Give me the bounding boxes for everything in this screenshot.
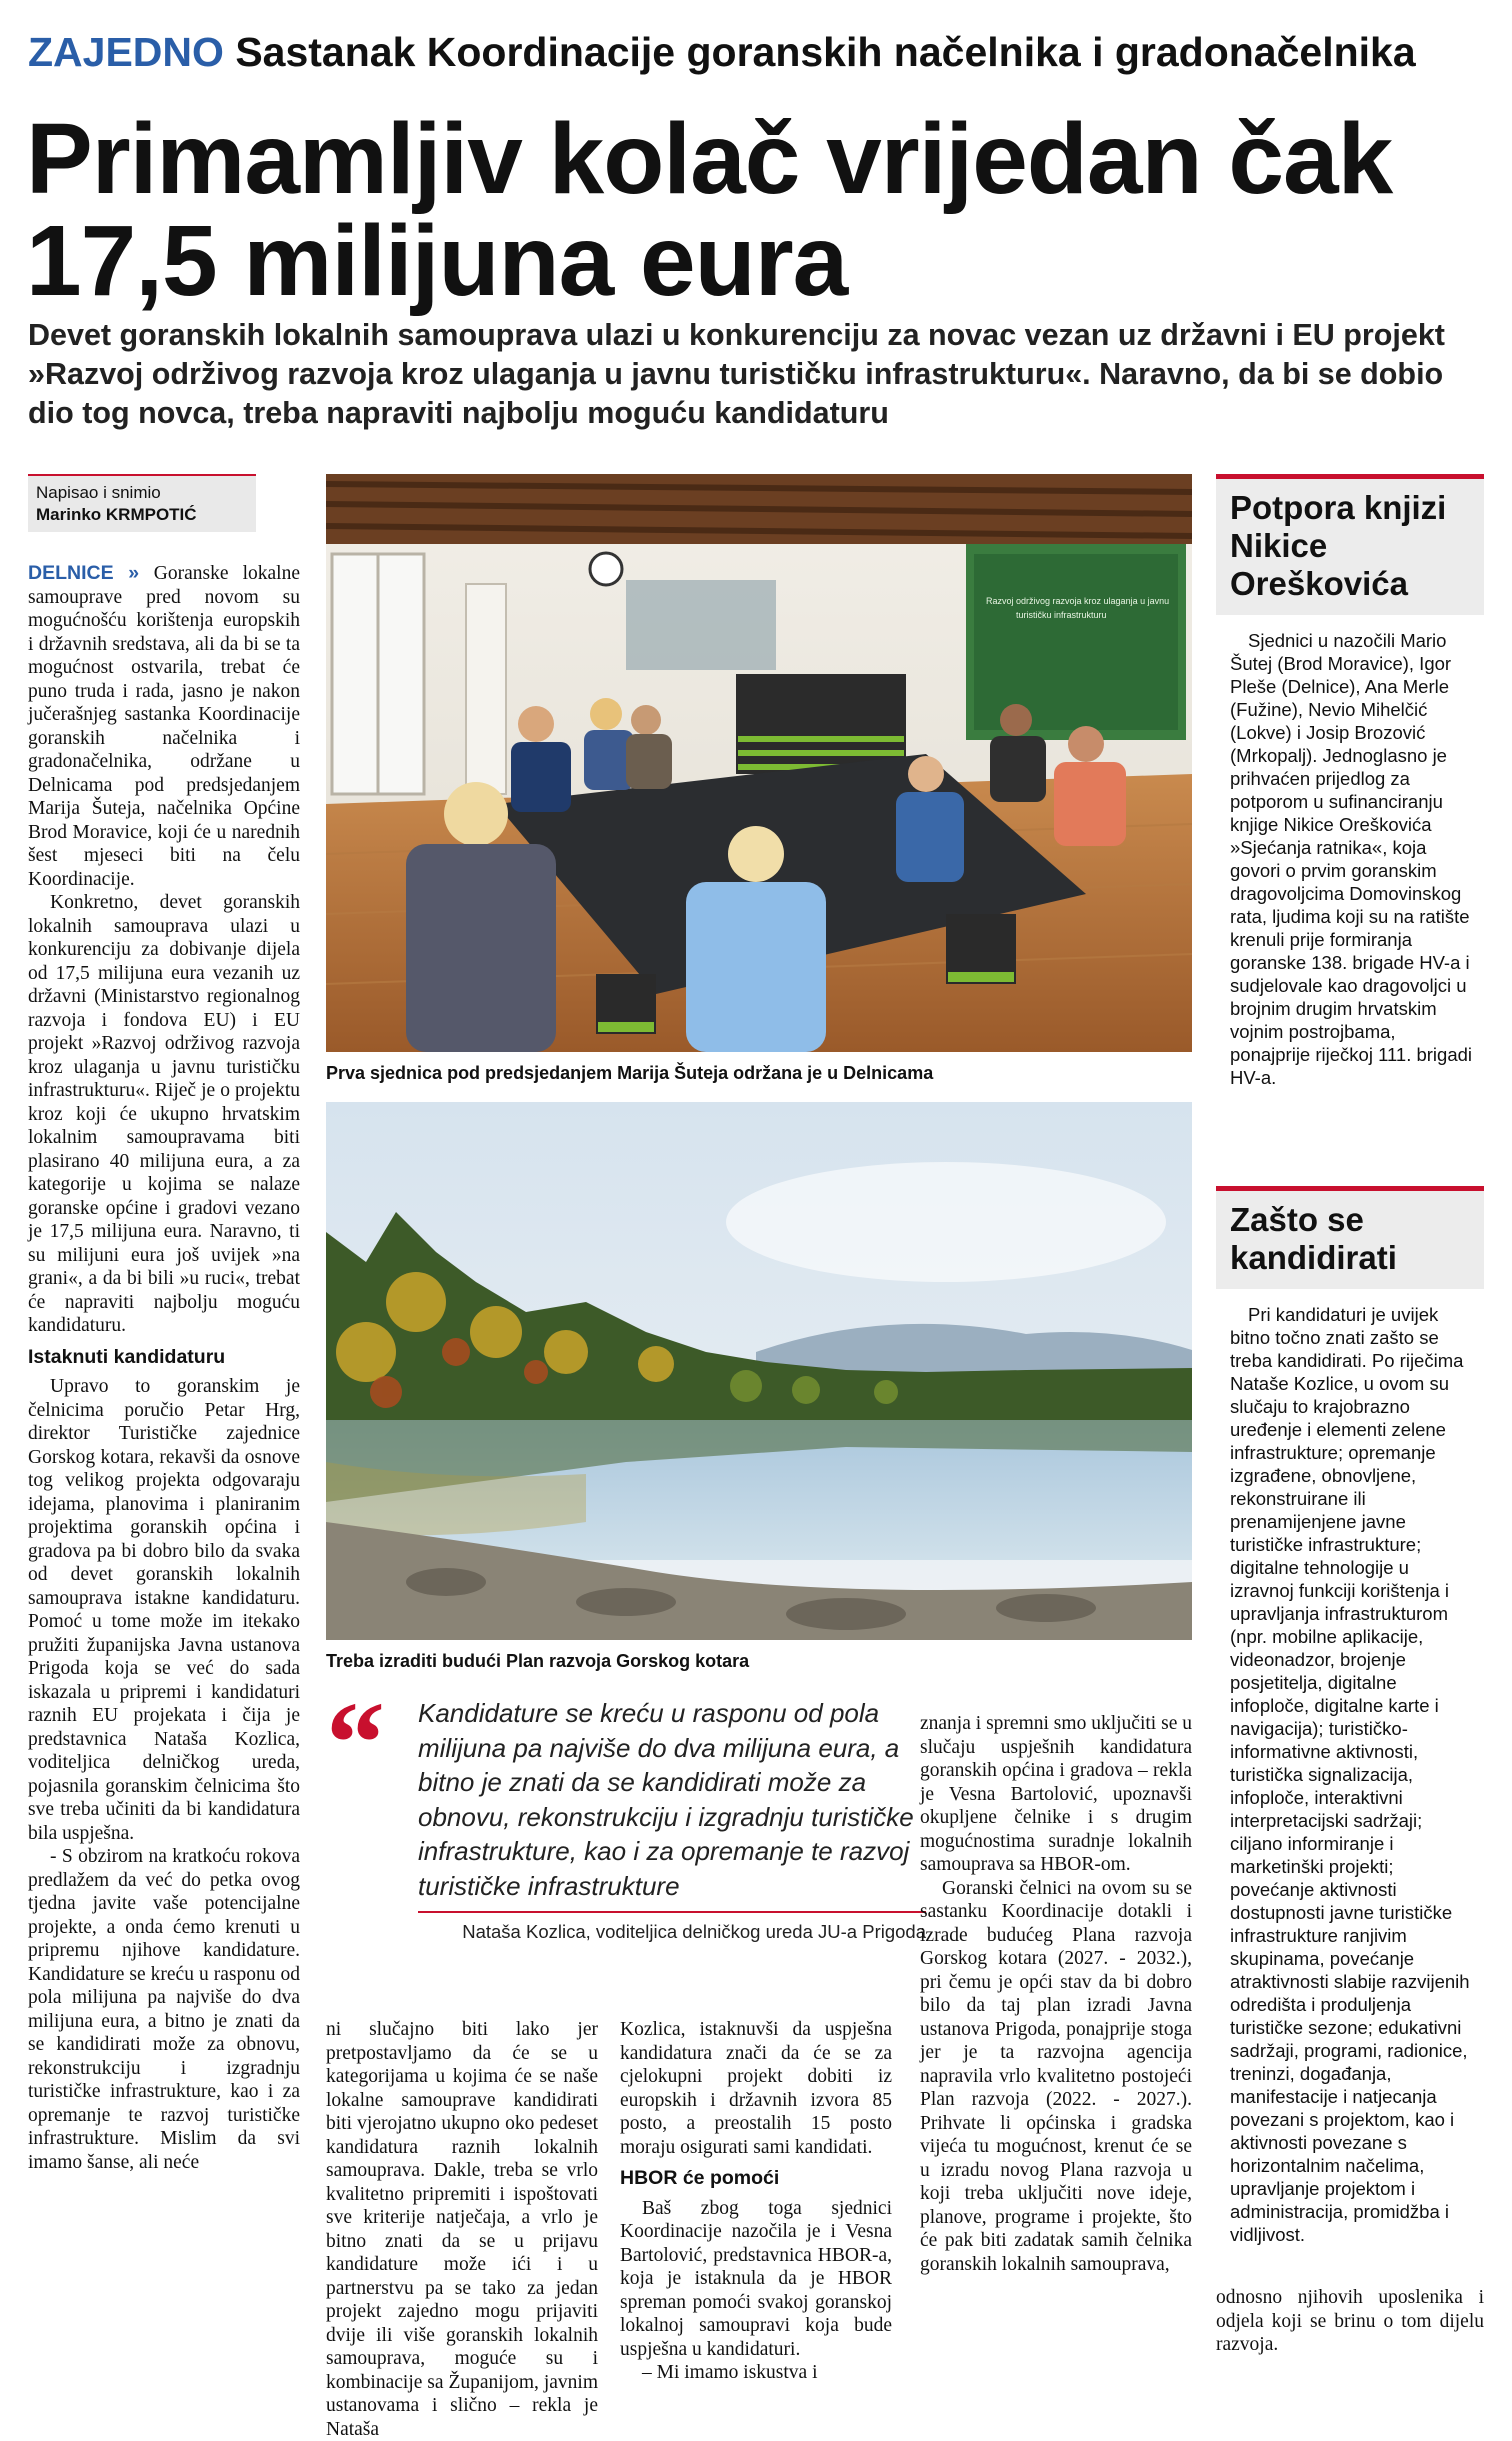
pull-quote <box>326 1677 926 1943</box>
article-column-4 <box>920 1712 1192 2276</box>
byline-line: Napisao i snimio <box>36 483 161 502</box>
byline-author: Marinko KRMPOTIĆ <box>36 505 197 524</box>
article-paragraph: odnosno njihovih uposlenika i odjela koji se brinu o tom dijelu razvoja. <box>1216 2287 1484 2355</box>
article-paragraph: – Mi imamo iskustva i <box>642 2362 818 2383</box>
kicker <box>28 26 1488 78</box>
subheading: HBOR će pomoći <box>620 2167 780 2189</box>
meeting-room-image <box>326 474 1192 1052</box>
lake-photo <box>326 1102 1192 1640</box>
kicker-text: Sastanak Koordinacije goranskih načelnika i gradonačelnika <box>235 29 1416 75</box>
quote-source: Nataša Kozlica, voditeljica delničkog ureda JU-a Prigoda <box>462 1921 926 1942</box>
quote-rule <box>418 1911 926 1913</box>
sidebar-title: Potpora knjizi Nikice Oreškovića <box>1216 474 1484 615</box>
article-paragraph: Upravo to goranskim je čelnicima poručio Petar Hrg, direktor Turističke zajednice Gorskog kotara, rekavši da osnove tog velikog projekta odgovaraju idejama, planovima i planiranim projektima goranskih općina i gradova pa bi dobro bilo da svaka od devet goranskih lokalnih samouprava istakne kandidaturu. Pomoć u tome može im itekako pružiti županijska Javna ustanova Prigoda koja se već do sada iskazala u pripremi i kandidaturi raznih EU projekata i čija je predstavnica Nataša Kozlica, voditeljica delničkog ureda, pojasnila goranskim čelnicima što sve treba učiniti da bi kandidatura bila uspješna. <box>28 1376 300 1844</box>
subheading: Istaknuti kandidaturu <box>28 1345 226 1368</box>
sidebar-zasto <box>1216 1186 1484 2258</box>
headline: Primamljiv kolač vrijedan čak 17,5 milijuna eura <box>26 103 1393 317</box>
article-column-5 <box>1216 2286 1484 2357</box>
article-column-2 <box>326 2018 598 2441</box>
lead-paragraph: Devet goranskih lokalnih samouprava ulazi u konkurenciju za novac vezan uz državni i EU projekt »Razvoj održivog razvoja kroz ulaganja u javnu turističku infrastrukturu«. Naravno, da bi se dobio dio tog novca, treba napraviti najbolju moguću kandidaturu <box>28 318 1445 430</box>
article-paragraph: Goranski čelnici na ovom su se sastanku Koordinacije dotakli i izrade budućeg Plana razvoja Gorskog kotara (2027. - 2032.), pri čemu je opći stav da bi dobro bilo da taj plan izradi Javna ustanova Prigoda, ponajprije stoga jer je ta razvojna agencija napravila vrlo kvalitetno postojeći Plan razvoja (2022. - 2027.). Prihvate li općinska i gradska vijeća tu mogućnost, krenut će se u izradu novog Plana razvoja u koji treba uključiti nove ideje, planove, programe i projekte, što će pak biti zadatak samih čelnika goranskih lokalnih samouprava, <box>920 1877 1192 2275</box>
screen-text: Razvoj održivog razvoja kroz ulaganja u javnu <box>986 596 1170 606</box>
meeting-photo <box>326 474 1192 1052</box>
sidebar-title: Zašto se kandidirati <box>1216 1186 1484 1289</box>
photo-caption-1: Prva sjednica pod predsjedanjem Marija Šuteja održana je u Delnicama <box>326 1063 934 1083</box>
photo-caption-2: Treba izraditi budući Plan razvoja Gorskog kotara <box>326 1651 750 1671</box>
article-paragraph: Kozlica, istaknuvši da uspješna kandidatura znači da će se za cjelokupni projekt dobiti iz europskih i državnih izvora 85 posto, a preostalih 15 posto moraju osigurati sami kandidati. <box>620 2019 892 2158</box>
article-paragraph: - S obzirom na kratkoću rokova predlažem da već do petka ovog tjedna javite vaše potencijalne projekte, a onda ćemo krenuti u pripremu njihove kandidature. Kandidature se kreću u rasponu od pola milijuna pa najviše do dva milijuna eura, a bitno je znati da se kandidirati može za obnovu, rekonstrukciju i izgradnju turističke infrastrukture, kao i za opremanje te razvoj turističke infrastrukture. Mislim da svi imamo šanse, ali neće <box>28 1846 300 2173</box>
article-column-3 <box>620 2018 892 2385</box>
article-column-1 <box>28 562 300 2174</box>
article-paragraph: DELNICE » Goranske lokalne samouprave pred novom su mogućnošću korištenja europskih i državnih sredstava, ali da bi se ta mogućnost ostvarila, trebat će puno truda i rada, jasno je nakon jučerašnjeg sastanka Koordinacije goranskih načelnika i gradonačelnika, održane u Delnicama pod predsjedanjem Marija Šuteja, načelnika Općine Brod Moravice, koji će u narednih šest mjeseci biti na čelu Koordinacije. <box>28 562 301 890</box>
sidebar-potpora <box>1216 474 1484 1101</box>
kicker-label: ZAJEDNO <box>28 29 224 75</box>
lake-landscape-image <box>326 1102 1192 1640</box>
sidebar-body: Sjednici u nazočili Mario Šutej (Brod Moravice), Igor Pleše (Delnice), Ana Merle (Fužine), Nevio Mihelčić (Lokve) i Josip Brozović (Mrkopalj). Jednoglasno je prihvaćen prijedlog za potporom u sufinanciranju knjige Nikice Oreškovića »Sjećanja ratnika«, koja govori o prvim goranskim dragovoljcima Domovinskog rata, ljudima koji su na ratište krenuli prije formiranja goranske 138. brigade HV-a i sudjelovale kao dragovoljci u brojnim drugim hrvatskim vojnim postrojbama, ponajprije riječkoj 111. brigadi HV-a. <box>1230 630 1473 1088</box>
article-paragraph: znanja i spremni smo uključiti se u slučaju uspješnih kandidatura goranskih općina i gradova – rekla je Vesna Bartolović, upoznavši okupljene čelnike i s drugim mogućnostima suradnje lokalnih samouprava sa HBOR-om. <box>920 1713 1192 1875</box>
byline <box>28 474 256 532</box>
sidebar-body: Pri kandidaturi je uvijek bitno točno znati zašto se treba kandidirati. Po riječima Nataše Kozlice, u ovom su slučaju to krajobrazno uređenje i elementi zelene infrastrukture; opremanje izgrađene, obnovljene, rekonstruirane ili prenamijenjene javne turističke infrastrukture; digitalne tehnologije u izravnoj funkciji korištenja i upravljanja infrastrukturom (npr. mobilne aplikacije, videonadzor, brojenje posjetitelja, digitalne infoploče, digitalne karte i navigacija); turističko-informativne aktivnosti, turistička signalizacija, infoploče, interaktivni interpretacijski sadržaji; ciljano informiranje i marketinški projekti; povećanje aktivnosti dostupnosti javne turističke infrastrukture ranjivim skupinama, povećanje atraktivnosti slabije razvijenih odredišta i produljenja turističke sezone; edukativni sadržaji, programi, radionice, treninzi, događanja, manifestacije i natjecanja povezani s projektom, kao i aktivnosti povezane s horizontalnim načelima, upravljanje projektom i administracija, promidžba i vidljivost. <box>1230 1304 1470 2245</box>
quote-mark-icon: “ <box>326 1677 385 1808</box>
article-paragraph: ni slučajno biti lako jer pretpostavljamo da će se u kategorijama u kojima će se naše lokalne samouprave kandidirati biti vjerojatno ukupno oko pedeset kandidatura raznih lokalnih samouprava. Dakle, treba se vrlo kvalitetno pripremiti i ispoštovati sve kriterije natječaja, a vrlo je bitno znati da se u prijavu kandidature može ići i u partnerstvu pa se tako za jedan projekt zajedno mogu prijaviti dvije ili više goranskih lokalnih samouprava, moguće su i kombinacije sa Županijom, javnim ustanovama i slično – rekla je Nataša <box>326 2019 598 2440</box>
quote-text: Kandidature se kreću u rasponu od pola milijuna pa najviše do dva milijuna eura, a bitno je znati da se kandidirati može za obnovu, rekonstrukciju i izgradnju turističke infrastrukture, kao i za opremanje te razvoj turističke infrastrukture <box>418 1698 914 1901</box>
svg-text:turističku infrastrukturu: turističku infrastrukturu <box>1016 610 1107 620</box>
dateline: DELNICE <box>28 562 114 584</box>
article-paragraph: Baš zbog toga sjednici Koordinacije nazočila je i Vesna Bartolović, predstavnica HBOR-a, koja je istaknula da je HBOR spreman pomoći svakoj goranskoj lokalnoj samoupravi koja bude uspješna u kandidaturi. <box>620 2197 892 2360</box>
article-paragraph: Konkretno, devet goranskih lokalnih samouprava ulazi u konkurenciju za dobivanje dijela od 17,5 milijuna eura vezanih uz državni (Ministarstvo regionalnog razvoja i fondova EU) i EU projekt »Razvoj održivog razvoja kroz ulaganja u javnu turističku infrastrukturu«. Riječ je o projektu kroz koji će ukupno hrvatskim lokalnim samoupravama biti plasirano 40 milijuna eura, a za kategorije u kojima se nalaze goranske općine i gradovi vezano je 17,5 milijuna eura. Naravno, ti su milijuni eura još uvijek »na grani«, a da bi bili »u ruci«, trebat će napraviti najbolju moguću kandidaturu. <box>28 892 300 1336</box>
